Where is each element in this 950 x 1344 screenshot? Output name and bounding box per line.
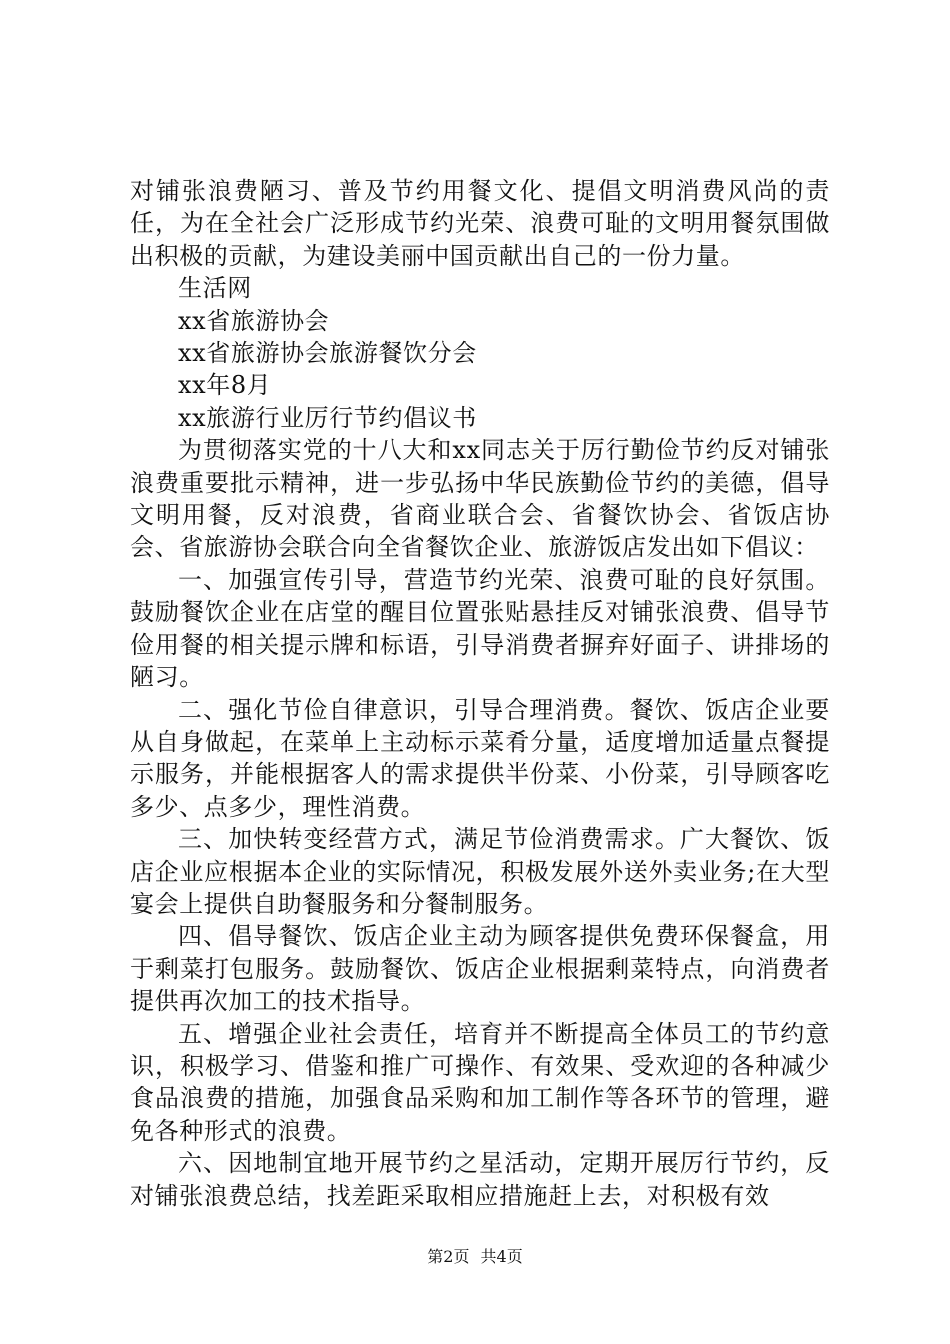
paragraph: 六、因地制宜地开展节约之星活动，定期开展厉行节约，反对铺张浪费总结，找差距采取相应措施赶上去，对积极有效 (130, 1149, 830, 1210)
paragraph: xx年8月 (178, 371, 272, 400)
paragraph: xx省旅游协会 (178, 306, 330, 335)
paragraph: 四、倡导餐饮、饭店企业主动为顾客提供免费环保餐盒，用于剩菜打包服务。鼓励餐饮、饭店企业根据剩菜特点，向消费者提供再次加工的技术指导。 (130, 922, 830, 1016)
paragraph: 一、加强宣传引导，营造节约光荣、浪费可耻的良好氛围。鼓励餐饮企业在店堂的醒目位置张贴悬挂反对铺张浪费、倡导节俭用餐的相关提示牌和标语，引导消费者摒弃好面子、讲排场的陋习。 (130, 565, 830, 692)
paragraph: 五、增强企业社会责任，培育并不断提高全体员工的节约意识，积极学习、借鉴和推广可操作、有效果、受欢迎的各种减少食品浪费的措施，加强食品采购和加工制作等各环节的管理，避免各种形式的浪费。 (130, 1019, 830, 1145)
paragraph: 三、加快转变经营方式，满足节俭消费需求。广大餐饮、饭店企业应根据本企业的实际情况，积极发展外送外卖业务;在大型宴会上提供自助餐服务和分餐制服务。 (130, 825, 830, 918)
paragraph: xx旅游行业厉行节约倡议书 (178, 403, 477, 432)
paragraph: 生活网 (178, 274, 252, 303)
paragraph: xx省旅游协会旅游餐饮分会 (178, 339, 477, 368)
paragraph: 二、强化节俭自律意识，引导合理消费。餐饮、饭店企业要从自身做起，在菜单上主动标示菜肴分量，适度增加适量点餐提示服务，并能根据客人的需求提供半份菜、小份菜，引导顾客吃多少、点多少，理性消费。 (130, 695, 830, 821)
page-footer (0, 1244, 950, 1267)
paragraph: 对铺张浪费陋习、普及节约用餐文化、提倡文明消费风尚的责任，为在全社会广泛形成节约光荣、浪费可耻的文明用餐氛围做出积极的贡献，为建设美丽中国贡献出自己的一份力量。 (130, 177, 830, 270)
page-number-current: 第2页 (427, 1247, 470, 1266)
paragraph: 为贯彻落实党的十八大和xx同志关于厉行勤俭节约反对铺张浪费重要批示精神，进一步弘扬中华民族勤俭节约的美德，倡导文明用餐，反对浪费，省商业联合会、省餐饮协会、省饭店协会、省旅游协会联合向全省餐饮企业、旅游饭店发出如下倡议： (130, 436, 830, 562)
page-number-total: 共4页 (480, 1247, 523, 1266)
document-body (130, 175, 830, 1212)
